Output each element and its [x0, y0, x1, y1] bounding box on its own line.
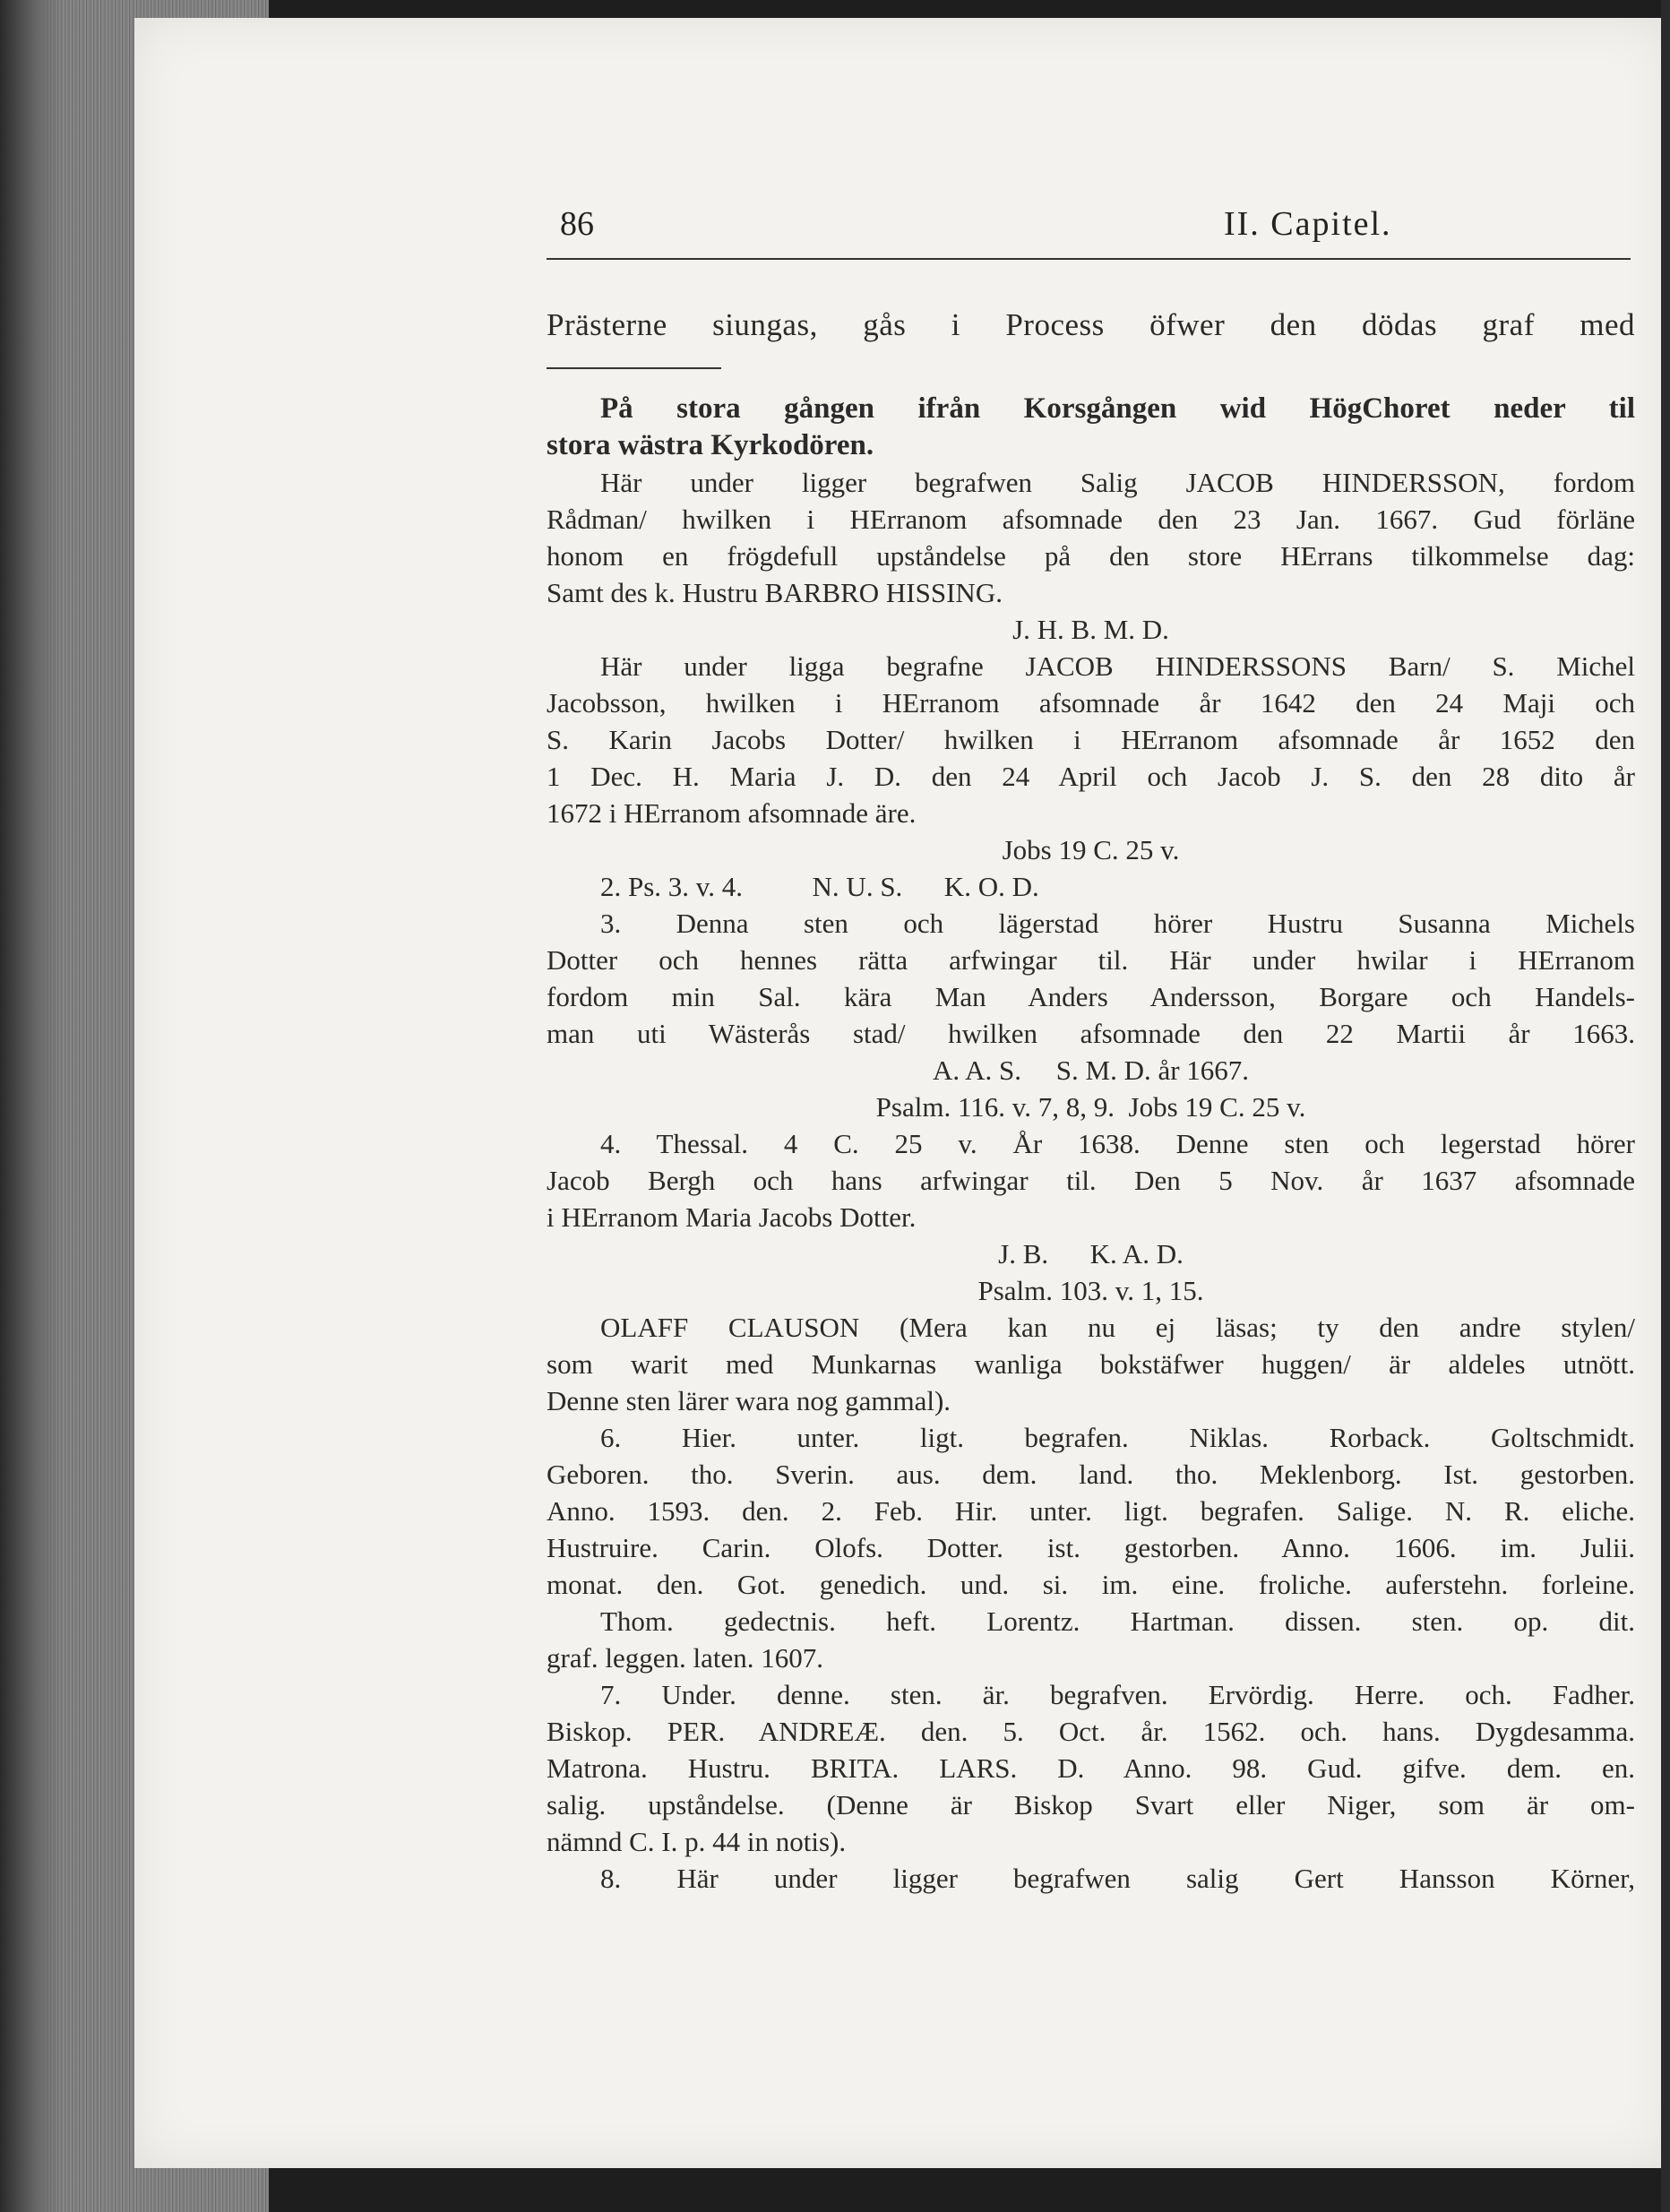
page-body [547, 303, 1635, 1897]
body-line: OLAFF CLAUSON (Mera kan nu ej läsas; ty den andre stylen/ [600, 1312, 1635, 1343]
body-line: Här under ligger begrafwen Salig JACOB HINDERSSON, fordom [600, 467, 1635, 498]
body-line: Samt des k. Hustru BARBRO HISSING. [547, 577, 1003, 608]
body-line: som warit med Munkarnas wanliga bokstäfwer huggen/ är aldeles utnött. [547, 1348, 1635, 1380]
inscription-initials: J. B. K. A. D. [998, 1238, 1184, 1270]
body-line: 1 Dec. H. Maria J. D. den 24 April och Jacob J. S. den 28 dito år [547, 761, 1635, 792]
scripture-reference: Jobs 19 C. 25 v. [1002, 834, 1180, 865]
body-line: 6. Hier. unter. ligt. begrafen. Niklas. Rorback. Goltschmidt. [600, 1422, 1635, 1453]
section-heading-line: På stora gången ifrån Korsgången wid HögChoret neder til [600, 392, 1635, 425]
body-line: 3. Denna sten och lägerstad hörer Hustru Susanna Michels [600, 908, 1635, 939]
body-line: Rådman/ hwilken i HErranom afsomnade den 23 Jan. 1667. Gud förläne [547, 504, 1635, 535]
running-title: II. Capitel. [1224, 205, 1392, 243]
body-line: salig. upståndelse. (Denne är Biskop Svart eller Niger, som är om- [547, 1789, 1635, 1820]
body-line: Denne sten lärer wara nog gammal). [547, 1385, 951, 1416]
body-line: Hustruire. Carin. Olofs. Dotter. ist. gestorben. Anno. 1606. im. Julii. [547, 1532, 1635, 1563]
body-line: honom en frögdefull upståndelse på den store HErrans tilkommelse dag: [547, 540, 1635, 572]
body-line: Här under ligga begrafne JACOB HINDERSSONS Barn/ S. Michel [600, 650, 1635, 682]
scripture-reference: 2. Ps. 3. v. 4. N. U. S. K. O. D. [600, 871, 1039, 902]
spine-shadow [0, 0, 63, 2212]
header-rule [547, 258, 1631, 260]
body-line: man uti Wästerås stad/ hwilken afsomnade den 22 Martii år 1663. [547, 1018, 1635, 1049]
body-line: monat. den. Got. genedich. und. si. im. eine. froliche. auferstehn. forleine. [547, 1569, 1635, 1600]
page-right-edge [1661, 0, 1670, 2212]
body-line: Jacobsson, hwilken i HErranom afsomnade år 1642 den 24 Maji och [547, 687, 1635, 719]
body-line: Geboren. tho. Sverin. aus. dem. land. tho. Meklenborg. Ist. gestorben. [547, 1459, 1635, 1490]
page-header [412, 204, 1631, 258]
body-line: nämnd C. I. p. 44 in notis). [547, 1826, 847, 1857]
body-line: 7. Under. denne. sten. är. begrafven. Ervördig. Herre. och. Fadher. [600, 1679, 1635, 1710]
section-divider [547, 367, 721, 369]
inscription-initials: J. H. B. M. D. [1012, 614, 1169, 645]
scripture-reference: Psalm. 116. v. 7, 8, 9. Jobs 19 C. 25 v. [875, 1091, 1306, 1123]
page-number: 86 [560, 205, 594, 243]
body-line: 4. Thessal. 4 C. 25 v. År 1638. Denne sten och legerstad hörer [600, 1128, 1635, 1159]
scripture-reference: Psalm. 103. v. 1, 15. [977, 1275, 1204, 1306]
body-line: Dotter och hennes rätta arfwingar til. Här under hwilar i HErranom [547, 944, 1635, 976]
body-line: Jacob Bergh och hans arfwingar til. Den 5 Nov. år 1637 afsomnade [547, 1165, 1635, 1196]
lead-line: Prästerne siungas, gås i Process öfwer den dödas graf med [547, 307, 1635, 342]
section-heading-line: stora wästra Kyrkodören. [547, 429, 874, 461]
body-line: fordom min Sal. kära Man Anders Andersson, Borgare och Handels- [547, 981, 1635, 1012]
body-line: Thom. gedectnis. heft. Lorentz. Hartman. dissen. sten. op. dit. [600, 1605, 1635, 1637]
body-line: 1672 i HErranom afsomnade äre. [547, 797, 917, 829]
body-line: Biskop. PER. ANDREÆ. den. 5. Oct. år. 1562. och. hans. Dygdesamma. [547, 1716, 1635, 1747]
body-line: Matrona. Hustru. BRITA. LARS. D. Anno. 98. Gud. gifve. dem. en. [547, 1752, 1635, 1784]
body-line: 8. Här under ligger begrafwen salig Gert Hansson Körner, [600, 1863, 1635, 1894]
body-line: Anno. 1593. den. 2. Feb. Hir. unter. ligt. begrafen. Salige. N. R. eliche. [547, 1495, 1635, 1527]
body-line: graf. leggen. laten. 1607. [547, 1642, 824, 1674]
body-line: i HErranom Maria Jacobs Dotter. [547, 1201, 917, 1233]
inscription-initials: A. A. S. S. M. D. år 1667. [932, 1054, 1250, 1086]
body-line: S. Karin Jacobs Dotter/ hwilken i HErranom afsomnade år 1652 den [547, 724, 1635, 755]
